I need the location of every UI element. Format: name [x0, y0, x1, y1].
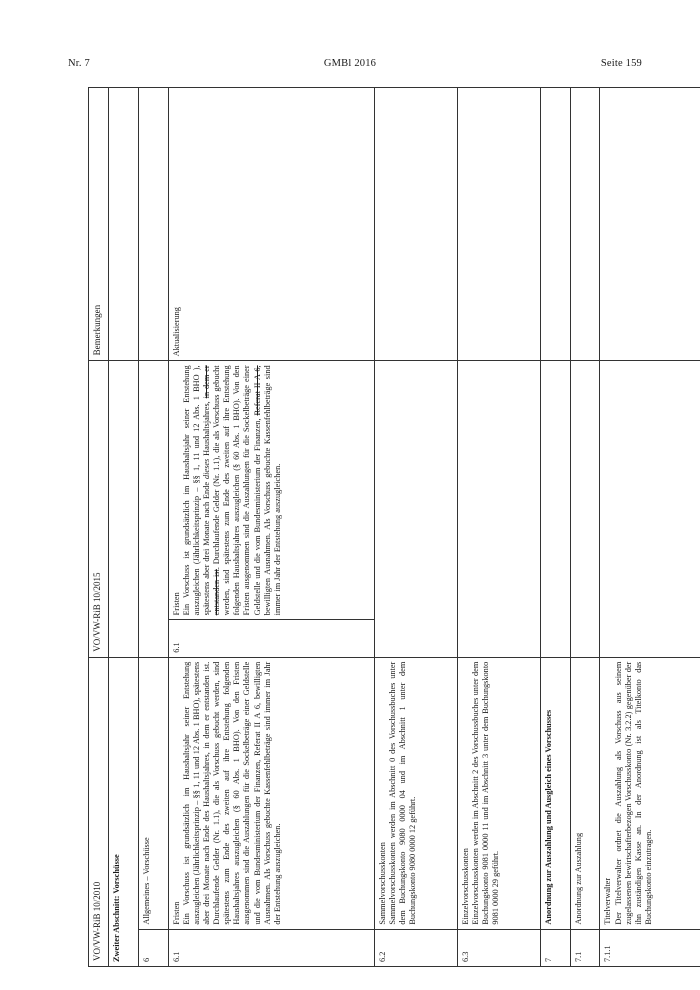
row-title: Fristen	[171, 901, 181, 925]
deleted-text: in dem er entstanden ist	[202, 365, 222, 616]
section-title: Zweiter Abschnitt: Vorschüsse	[109, 657, 139, 966]
old-text-cell	[457, 657, 540, 929]
page-number-left: Nr. 7	[68, 58, 90, 69]
row-number: 6.2	[375, 929, 458, 966]
rotated-comparison-table	[88, 87, 700, 967]
table-header-row	[89, 88, 109, 967]
remark-cell: Aktualisierung	[168, 88, 374, 361]
column-header-new: VO/VW-RiB 10/2015	[89, 361, 109, 657]
row-number: 7.1.1	[600, 929, 700, 966]
column-header-remarks: Bemerkungen	[89, 88, 109, 361]
inserted-word: dieses	[202, 458, 212, 480]
journal-title: GMBl 2016	[323, 58, 377, 69]
row-title-new: Fristen	[171, 592, 181, 616]
table-row-6-3	[457, 88, 540, 967]
table-row-section	[109, 88, 139, 967]
table-row-7-1-1	[600, 88, 700, 967]
table-row-6-1	[168, 88, 374, 967]
row-number: 6.3	[457, 929, 540, 966]
new-text-cell: Fristen Ein Vorschuss ist grundsätzlich im Haushaltsjahr seiner Entstehung auszugleichen (Jährlichkeitsprinzip – §§ 1, 11 und 12 Abs. 1 BHO ), spätestens aber drei Monate nach Ende dieses Haushaltsjahres, in dem er entstanden ist. Durchlaufende Gelder (Nr. 1.1), die als Vorschuss gebucht werden, sind spätestens zum Ende des zweiten auf ihre Entstehung folgenden Haushaltsjahres auszugleichen (§ 60 Abs. 1 BHO). Von den Fristen ausgenommen sind die Auszahlungen für die Sockelbeträge einer Geldstelle und die vom Bundesministerium der Finanzen, Referat II A 6, bewilligten Ausnahmen. Als Vorschuss gebuchte Kassenfehlbeträge sind immer im Jahr der Entstehung auszugleichen.	[168, 361, 374, 620]
table-row-7-1	[570, 88, 600, 967]
row-title: Anordnung zur Auszahlung und Ausgleich eines Vorschusses	[540, 657, 570, 929]
table-row-6	[138, 88, 168, 967]
table-row-6-2	[375, 88, 458, 967]
row-number-new: 6.1	[168, 620, 374, 657]
row-title: Anordnung zur Auszahlung	[570, 657, 600, 929]
row-number: 7.1	[570, 929, 600, 966]
column-header-old: VO/VW-RiB 10/2010	[89, 657, 109, 966]
comparison-table	[88, 87, 700, 967]
old-text-cell	[375, 657, 458, 929]
old-text: Einzelvorschusskonten werden im Abschnitt 2 des Vorschussbuches unter dem Buchungskonto 9081 0000 11 und im Abschnitt 3 unter dem Buchungskonto 9081 0000 29 geführt.	[471, 661, 501, 925]
row-title: Allgemeines – Vorschüsse	[138, 657, 168, 929]
row-number: 6.1	[168, 929, 374, 966]
table-row-7	[540, 88, 570, 967]
page-number-right: Seite 159	[600, 58, 642, 69]
row-number: 7	[540, 929, 570, 966]
new-text-part-b: Haushaltsjahres	[202, 403, 212, 456]
old-text: Sammelvorschusskonten werden im Abschnitt 0 des Vorschussbuches unter dem Buchungskonto 9080 0000 04 und im Abschnitt 1 unter dem Buchungskonto 9080 0000 12 geführt.	[388, 661, 418, 925]
row-title: Einzelvorschusskonten	[460, 848, 470, 925]
old-text-cell	[168, 657, 374, 929]
new-text-part-c: . Durchlaufende Gelder (Nr. 1.1), die als Vorschuss gebucht werden, sind spätestens zum Ende des zweiten auf ihre Entstehung folgenden Haushaltsjahres auszugleichen (§ 60 Abs. 1 BHO). Von den Fristen ausgenommen sind die Auszahlungen für die Sockelbeträge einer Geldstelle und die vom Bundesministerium der Finanzen,	[212, 365, 262, 616]
new-text-part-d: bewilligten Ausnahmen. Als Vorschuss gebuchte Kassenfehlbeträge sind immer im Jahr der Entstehung auszugleichen.	[262, 365, 282, 616]
old-text-cell	[600, 657, 700, 929]
row-title: Titelverwalter	[603, 877, 613, 925]
row-title: Sammelvorschusskonten	[378, 842, 388, 925]
deleted-text: Referat II A 6,	[252, 365, 262, 416]
old-text: Der Titelverwalter ordnet die Auszahlung als Vorschuss aus seinem zugelassenen bewirtschafterbezogen Vorschusskonto (Nr. 3.2.2) gegenüber der ihn zuständigen Kasse an. In der Anordnung ist als Titelkonto das Buchungskonto einzutragen.	[613, 661, 653, 925]
row-number: 6	[138, 929, 168, 966]
new-text-part-a: Ein Vorschuss ist grundsätzlich im Haushaltsjahr seiner Entstehung auszugleichen (Jährlichkeitsprinzip – §§ 1, 11 und 12 Abs. 1 BHO ), spätestens aber drei Monate nach Ende	[181, 365, 212, 616]
old-text: Ein Vorschuss ist grundsätzlich im Haushaltsjahr seiner Entstehung auszugleichen (Jährlichkeitsprinzip – §§ 1, 11 und 12 Abs. 1 BHO), spätestens aber drei Monate nach Ende des Haushaltsjahres, in dem er entstanden ist. Durchlaufende Gelder (Nr. 1.1), die als Vorschuss gebucht werden, sind spätestens zum Ende des zweiten auf ihre Entstehung folgenden Haushaltsjahres auszugleichen (§ 60 Abs. 1 BHO). Von den Fristen ausgenommen sind die Auszahlungen für die Sockelbeträge einer Geldstelle und die vom Bundesministerium der Finanzen, Referat II A 6, bewilligten Ausnahmen. Als Vorschuss gebuchte Kassenfehlbeträge sind immer im Jahr der Entstehung auszugleichen.	[181, 661, 282, 925]
